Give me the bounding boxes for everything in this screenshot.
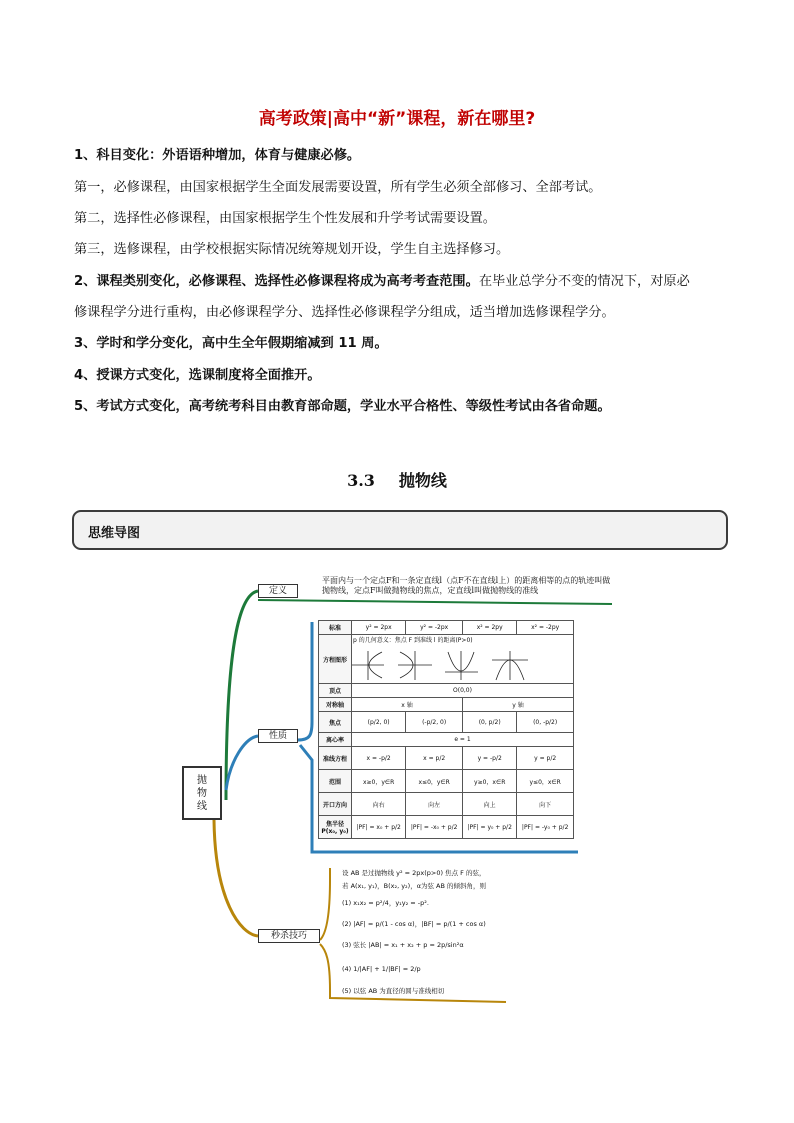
table-focus-row: 焦点 (p/2, 0) (-p/2, 0) (0, p/2) (0, -p/2) xyxy=(319,712,574,733)
branch-tricks-curve xyxy=(214,820,258,936)
paragraph-text: 修课程学分进行重构，由必修课程学分、选择性必修课程学分组成，适当增加选修课程学分。 xyxy=(74,305,615,320)
table-vertex-row: 顶点 O(0,0) xyxy=(319,684,574,698)
trick-line: (2) |AF| = p/(1 - cos α)，|BF| = p/(1 + cos α) xyxy=(342,920,486,928)
mindmap-header: 思维导图 xyxy=(88,526,141,541)
section-number: 3.3 xyxy=(347,471,375,490)
paragraph-text: 第二，选择性必修课程，由国家根据学生个性发展和升学考试需要设置。 xyxy=(74,211,496,226)
table-opening-row: 开口方向 向右 向左 向上 向下 xyxy=(319,793,574,816)
definition-text: 平面内与一个定点F和一条定直线l（点F不在直线l上）的距离相等的点的轨迹叫做抛物线，定点F叫做抛物线的焦点，定直线l叫做抛物线的准线 xyxy=(322,576,611,595)
paragraph-bold: 2、课程类别变化，必修课程、选择性必修课程将成为高考考查范围。 xyxy=(74,274,479,289)
table-header-row: 标准 y² = 2px y² = -2px x² = 2py x² = -2py xyxy=(319,621,574,635)
table-directrix-row: 准线方程 x = -p/2 x = p/2 y = -p/2 y = p/2 xyxy=(319,747,574,770)
table-range-row: 范围 x≥0，y∈R x≤0，y∈R y≥0，x∈R y≤0，x∈R xyxy=(319,770,574,793)
table-focal-row: 焦半径 P(x₀, y₀) |PF| = x₀ + p/2 |PF| = -x₀ + p/2 |PF| = y₀ + p/2 |PF| = -y₀ + p/2 xyxy=(319,816,574,839)
paragraph-bold: 4、授课方式变化，选课制度将全面推开。 xyxy=(74,368,321,383)
paragraph-bold: 3、学时和学分变化，高中生全年假期缩减到 11 周。 xyxy=(74,336,388,351)
table-axis-row: 对称轴 x 轴 y 轴 xyxy=(319,698,574,712)
trick-line: 若 A(x₁, y₁)，B(x₂, y₂)，α为弦 AB 的倾斜角，则 xyxy=(342,882,487,890)
paragraph-text: 在毕业总学分不变的情况下，对原必 xyxy=(478,274,690,289)
trick-line: (4) 1/|AF| + 1/|BF| = 2/p xyxy=(342,965,421,973)
paragraph-bold: 1、科目变化：外语语种增加，体育与健康必修。 xyxy=(74,148,361,163)
article-title: 高考政策|高中“新”课程，新在哪里? xyxy=(258,109,536,129)
branch-properties-curve xyxy=(226,736,258,790)
table-graph-row: 方程图形 p 的几何意义：焦点 F 到准线 l 的距离(P>0) xyxy=(319,635,574,684)
branch-definition: 定义 xyxy=(258,584,298,598)
underline-definition xyxy=(258,600,612,604)
trick-line: (5) 以弦 AB 为直径的圆与准线相切 xyxy=(342,987,445,995)
trick-line: 设 AB 是过抛物线 y² = 2px(p>0) 焦点 F 的弦， xyxy=(342,869,486,877)
paragraph-bold: 5、考试方式变化，高考统考科目由教育部命题，学业水平合格性、等级性考试由各省命题。 xyxy=(74,399,611,414)
section-name: 抛物线 xyxy=(398,471,447,490)
trick-line: (1) x₁x₂ = p²/4，y₁y₂ = -p². xyxy=(342,899,429,907)
mindmap-root xyxy=(182,766,222,820)
table-ecc-row: 离心率 e = 1 xyxy=(319,733,574,747)
paragraph-text: 第一，必修课程，由国家根据学生全面发展需要设置，所有学生必须全部修习、全部考试。 xyxy=(74,180,602,195)
root-label: 抛物线 xyxy=(197,775,207,812)
properties-table xyxy=(318,620,574,839)
trick-line: (3) 弦长 |AB| = x₁ + x₂ + p = 2p/sin²α xyxy=(342,941,464,949)
branch-tricks: 秒杀技巧 xyxy=(258,929,320,943)
branch-properties: 性质 xyxy=(258,729,298,743)
paragraph-text: 第三，选修课程，由学校根据实际情况统筹规划开设，学生自主选择修习。 xyxy=(74,242,510,257)
